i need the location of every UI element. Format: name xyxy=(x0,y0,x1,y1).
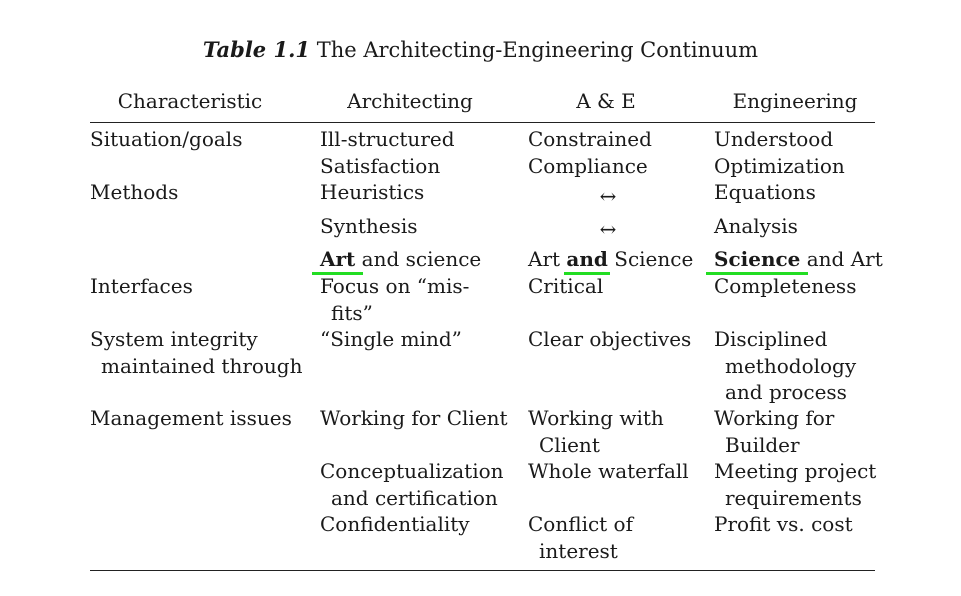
cell-line: Builder xyxy=(725,432,800,457)
cell-line: Conflict of xyxy=(528,512,633,536)
cell-spacer xyxy=(320,432,508,459)
cell-line: Whole waterfall xyxy=(528,459,689,483)
cell-integrity-engineering xyxy=(714,326,856,406)
cell-text: Science xyxy=(607,247,694,271)
highlight-and: and xyxy=(564,247,609,275)
cell-line: Constrained xyxy=(528,127,652,151)
cell-interfaces-architecting xyxy=(320,273,469,326)
cell-text: and Art xyxy=(800,247,883,271)
cell-line: and process xyxy=(725,380,847,404)
cell-interfaces-engineering: Completeness xyxy=(714,274,857,298)
cell-spacer xyxy=(528,485,689,512)
highlight-art: Art xyxy=(312,247,363,275)
header-characteristic: Characteristic xyxy=(117,89,263,113)
cell-line: fits” xyxy=(331,300,373,325)
cell-line: methodology xyxy=(725,353,857,378)
row-label-management: Management issues xyxy=(90,406,292,430)
cell-line: Compliance xyxy=(528,153,648,178)
cell-methods-engineering-3 xyxy=(714,246,883,273)
cell-line: maintained through xyxy=(101,353,303,378)
cell-line: Client xyxy=(539,432,600,457)
cell-line: Satisfaction xyxy=(320,153,441,178)
header-architecting: Architecting xyxy=(347,89,473,113)
caption-title: The Architecting-Engineering Continuum xyxy=(316,38,759,62)
cell-methods-architecting-3 xyxy=(320,246,481,273)
cell-management-ae xyxy=(528,405,689,564)
cell-situation-architecting xyxy=(320,126,455,179)
cell-situation-engineering xyxy=(714,126,845,179)
cell-methods-architecting-2: Synthesis xyxy=(320,214,418,238)
cell-line: requirements xyxy=(725,485,862,510)
cell-line: Working with xyxy=(528,406,664,430)
header-ae: A & E xyxy=(576,89,636,113)
cell-line: Working for Client xyxy=(320,406,508,430)
double-arrow-icon: ↔ xyxy=(599,217,617,241)
cell-line: System integrity xyxy=(90,327,258,351)
cell-line: Focus on “mis- xyxy=(320,274,470,298)
cell-text: Art xyxy=(528,247,567,271)
cell-line: Profit vs. cost xyxy=(714,512,853,536)
cell-line: Confidentiality xyxy=(320,512,470,536)
row-label-integrity xyxy=(90,326,302,379)
cell-line: Optimization xyxy=(714,153,845,178)
cell-line: Conceptualization xyxy=(320,459,504,483)
table-top-rule xyxy=(90,122,875,123)
cell-line: Disciplined xyxy=(714,327,828,351)
double-arrow-icon: ↔ xyxy=(599,184,617,208)
cell-methods-ae-3 xyxy=(528,246,693,273)
table-caption xyxy=(0,37,961,63)
cell-line: interest xyxy=(539,538,618,563)
cell-situation-ae xyxy=(528,126,652,179)
cell-methods-architecting-1: Heuristics xyxy=(320,180,425,204)
cell-line: Meeting project xyxy=(714,459,877,483)
cell-management-architecting xyxy=(320,405,508,538)
cell-text: and science xyxy=(355,247,482,271)
row-label-methods: Methods xyxy=(90,180,179,204)
row-label-situation: Situation/goals xyxy=(90,127,243,151)
table-bottom-rule xyxy=(90,570,875,571)
header-engineering: Engineering xyxy=(732,89,858,113)
cell-interfaces-ae: Critical xyxy=(528,274,604,298)
cell-line: Understood xyxy=(714,127,834,151)
caption-label: Table 1.1 xyxy=(202,37,311,62)
cell-line: Ill-structured xyxy=(320,127,455,151)
cell-line: Working for xyxy=(714,406,835,430)
cell-methods-engineering-2: Analysis xyxy=(714,214,798,238)
cell-integrity-architecting: “Single mind” xyxy=(320,327,462,351)
cell-integrity-ae: Clear objectives xyxy=(528,327,692,351)
highlight-science: Science xyxy=(706,247,808,275)
cell-line: and certification xyxy=(331,485,498,510)
cell-methods-engineering-1: Equations xyxy=(714,180,816,204)
cell-management-engineering xyxy=(714,405,876,538)
row-label-interfaces: Interfaces xyxy=(90,274,193,298)
